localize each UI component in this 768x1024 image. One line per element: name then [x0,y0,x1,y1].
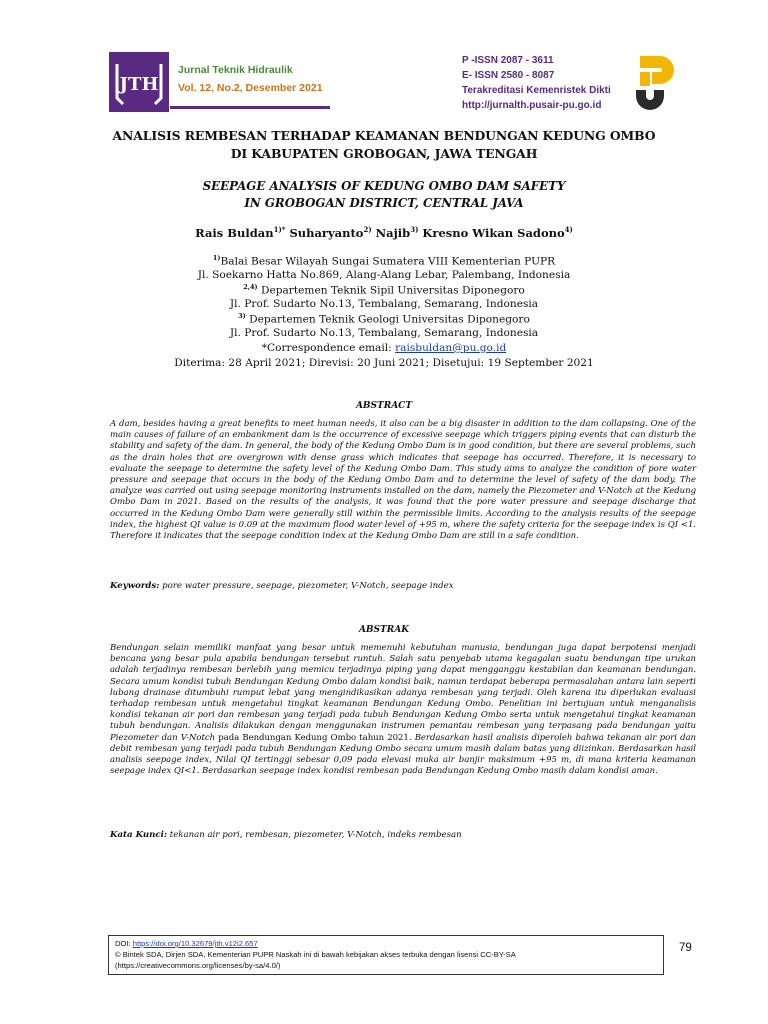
abstract-text: A dam, besides having a great benefits to meet human needs, it also can be a big disaster in addition to the dam collapsing. One of the main causes of failure of an embankment dam is the occurrence of excessive seepage which triggers piping events that can disturb the stability and safety of the dam. In general, the body of the Kedung Ombo Dam is in good condition, but there are several problems, such as the drain holes that are overgrown with dense grass which indicates that seepage has occurred. Therefore, it is necessary to evaluate the seepage to determine the safety level of the Kedung Ombo Dam. This study aims to analyze the condition of pore water pressure and seepage that occurs in the body of the Kedung Ombo Dam and to determine the level of safety of the dam body. The analyze was carried out using seepage monitoring instruments installed on the dam, namely the Piezometer and V-Notch at the Kedung Ombo Dam in 2021. Based on the results of the analysis, it was found that the pore water pressure and seepage discharge that occurred in the Kedung Ombo Dam were generally still within the permissible limits. According to the analysis results of the seepage index, the highest QI value is 0.09 at the maximum flood water level of +95 m, where the safety criteria for the seepage index is QI <1. Therefore it indicates that the seepage condition index at the Kedung Ombo Dam are still in a safe condition. [110,419,696,542]
license-url[interactable]: (https://creativecommons.org/licenses/by-sa/4.0/) [115,960,281,970]
abstrak-heading: ABSTRAK [358,625,410,635]
affiliation-2 [80,283,688,297]
issn-print: P -ISSN 2087 - 3611 [462,55,554,66]
title-english-line1: SEEPAGE ANALYSIS OF KEDUNG OMBO DAM SAFETY [202,179,566,193]
doi-label: DOI: [115,939,133,948]
journal-url[interactable]: http://jurnalth.pusair-pu.go.id [462,100,602,111]
footer-license-box [108,935,664,975]
title-indonesian-line1: ANALISIS REMBESAN TERHADAP KEAMANAN BENDUNGAN KEDUNG OMBO [112,128,656,143]
abstract-heading: ABSTRACT [355,401,413,411]
doi-line [115,939,657,950]
journal-volume: Vol. 12, No.2, Desember 2021 [178,82,323,94]
author-marker: 4) [564,225,573,234]
affiliation-3-address: Jl. Prof. Sudarto No.13, Tembalang, Semarang, Indonesia [229,327,539,339]
submission-dates: Diterima: 28 April 2021; Direvisi: 20 Juni 2021; Disetujui: 19 September 2021 [174,357,594,369]
journal-banner [170,48,330,109]
affiliation-1 [80,254,688,268]
license-text: © Bintek SDA, Dirjen SDA, Kementerian PUPR Naskah ini di bawah kebijakan akses terbuka dengan lisensi CC-BY-SA [115,949,516,959]
page-number: 79 [679,942,692,954]
affiliation-3 [80,312,688,326]
kata-kunci [110,830,696,840]
accreditation: Terakreditasi Kemenristek Dikti [462,85,611,96]
issn-online: E- ISSN 2580 - 8087 [462,70,555,81]
affiliation-2-address: Jl. Prof. Sudarto No.13, Tembalang, Semarang, Indonesia [229,298,539,310]
kata-kunci-label: Kata Kunci: [110,830,168,840]
keywords [110,581,696,591]
author-name: Suharyanto [285,225,364,240]
keywords-list: pore water pressure, seepage, piezometer, V-Notch, seepage index [159,581,454,591]
keywords-label: Keywords: [110,581,160,591]
title-english-line2: IN GROBOGAN DISTRICT, CENTRAL JAVA [244,196,524,210]
affiliation-marker: 3) [238,312,246,320]
abstrak-text-part: Bendungan selain memiliki manfaat yang besar untuk memenuhi kebutuhan manusia, bendungan juga dapat berpotensi menjadi bencana yang besar pula apabila bendungan tersebut runtuh. Salah satu penyebab utama kegagalan suatu bendungan tipe urukan adalah terjadinya rembesan berlebih yang memicu terjadinya piping yang dapat mengganggu kestabilan dan keamanan bendungan. Secara umum kondisi tubuh Bendungan Kedung Ombo dalam kondisi baik, namun terdapat beberapa permasalahan antara lain seperti lubang drainase ditumbuhi rumput lebat yang mengindikasikan adanya rembesan yang terjadi. Oleh karena itu diperlukan evaluasi terhadap rembesan untuk mengetahui tingkat keamanan Bendungan Kedung Ombo. Penelitian ini bertujuan untuk menganalisis kondisi tekanan air pori dan rembesan yang terjadi pada tubuh Bendungan Kedung Ombo serta untuk mengetahui tingkat keamanan tubuh bendungan. Analisis dilakukan dengan menggunakan instrumen pemantau rembesan yang terpasang pada bendungan yaitu Piezometer dan V-Notch [110,643,696,743]
kata-kunci-list: tekanan air pori, rembesan, piezometer, V-Notch, indeks rembesan [167,830,462,840]
correspondence [80,342,688,354]
affiliation-1-address: Jl. Soekarno Hatta No.869, Alang-Alang Lebar, Palembang, Indonesia [197,269,571,281]
author-marker: 1)* [273,225,286,234]
author-marker: 2) [363,225,372,234]
affiliation-name: Departemen Teknik Sipil Universitas Diponegoro [257,284,525,297]
email-link[interactable]: raisbuldan@pu.go.id [395,342,507,354]
author-name: Rais Buldan [195,225,274,240]
journal-name: Jurnal Teknik Hidraulik [178,64,293,76]
abstrak-text-part: Berdasarkan hasil analisis diperoleh bahwa tekanan air pori dan debit rembesan yang terjadi pada tubuh Bendungan Kedung Ombo secara umum masih dalam batas yang diizinkan. Berdasarkan hasil analisis seepage index, Nilai QI tertinggi sebesar 0,09 pada elevasi muka air banjir maksimum +95 m, di mana kriteria keamanan seepage index QI<1. Berdasarkan seepage index kondisi rembesan pada Bendungan Kedung Ombo masih dalam kondisi aman. [110,732,696,777]
issn-block [462,53,632,113]
doi-link[interactable]: https://doi.org/10.32679/jth.v12i2.657 [132,939,258,948]
author-marker: 3) [410,225,419,234]
pu-logo [630,50,686,110]
journal-logo [109,52,169,112]
affiliation-name: Balai Besar Wilayah Sungai Sumatera VIII Kementerian PUPR [220,255,556,268]
affiliation-name: Departemen Teknik Geologi Universitas Diponegoro [245,313,530,326]
author-list [80,225,688,240]
abstrak-text [110,643,696,777]
author-name: Najib [371,225,411,240]
title-indonesian-line2: DI KABUPATEN GROBOGAN, JAWA TENGAH [230,146,538,161]
author-name: Kresno Wikan Sadono [418,225,565,240]
email-label: *Correspondence email: [261,342,396,354]
affiliation-marker: 1) [212,254,221,262]
abstrak-text-part: pada Bendungan Kedung Ombo tahun 2021. [215,732,415,743]
logo-lettering: JTH [119,74,159,95]
affiliation-marker: 2,4) [243,283,258,291]
